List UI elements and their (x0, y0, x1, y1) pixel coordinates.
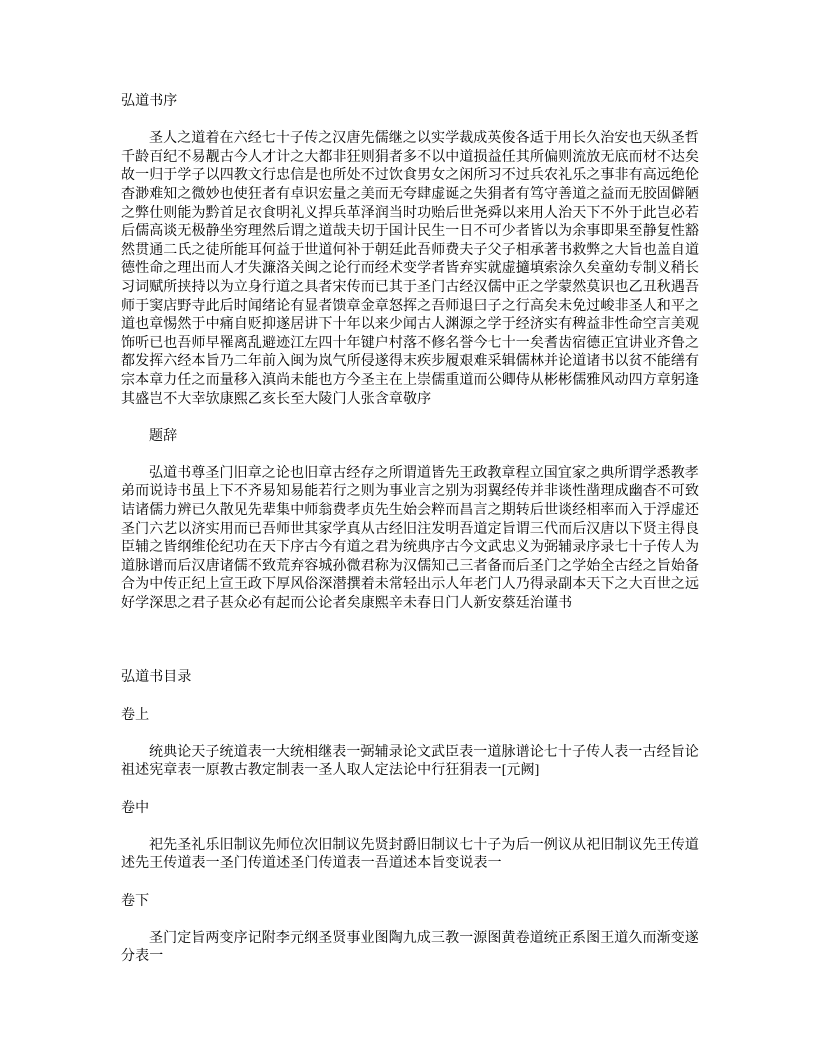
inscription-title (121, 428, 698, 447)
text-line: 圣人之道着在六经七十子传之汉唐先儒继之以实学裁成英俊各适于用长久治安也天纵圣哲 (149, 131, 699, 147)
text-line: 道脉谱而后汉唐诸儒不致荒弃容城孙微君称为汉儒知己三者备而后圣门之学始全古经之旨始备 (121, 558, 700, 574)
volume-upper-heading (121, 707, 698, 726)
text-line: 统典论天子统道表一大统相继表一弼辅录论文武臣表一道脉谱论七十子传人表一古经旨论 (149, 744, 699, 760)
volume-lower-contents (121, 930, 698, 967)
text-line: 道也章惕然于中痛自贬抑遂居讲下十年以来少闻古人渊源之学于经济实有稗益非性命空言美观 (121, 317, 700, 333)
text-line: 圣门定旨两变序记附李元纲圣贤事业图陶九成三教一源图黄卷道统正系图王道久而渐变遂 (149, 930, 699, 946)
text-line: 后儒高谈无极静坐穷理然后谓之道哉夫切于国计民生一日不可少者皆以为余事即果至静复性豁 (121, 224, 700, 240)
text-line: 都发挥六经本旨乃二年前入闽为岚气所侵遂得末疾步履艰难采辑儒林并论道诸书以贫不能缮有 (121, 354, 700, 370)
text-line: 宗本章力任之而量移入滇尚未能也方今圣主在上崇儒重道而公卿侍从彬彬儒雅风动四方章躬逢 (121, 372, 700, 388)
text-line: 千龄百纪不易觏古今人才计之大都非狂则狷者多不以中道损益任其所偏则流放无底而材不达矣 (121, 149, 700, 165)
volume-lower-heading-text: 卷下 (121, 893, 150, 909)
text-line: 合为中传正纪上宣王政下厚风俗深潜撰着未常轻出示人年老门人乃得录副本天下之大百世之远 (121, 577, 700, 593)
text-line: 饰听已也吾师早罹离乱避迹江左四十年键户村落不修名誉今七十一矣耆齿宿德正宜讲业齐鲁之 (121, 335, 700, 351)
volume-middle-heading-text: 卷中 (121, 800, 150, 816)
inscription-title-text: 题辞 (149, 428, 178, 444)
toc-title (121, 669, 698, 688)
preface-paragraph (121, 130, 698, 409)
inscription-paragraph (121, 465, 698, 614)
preface-title (121, 93, 698, 112)
text-line: 其盛岂不大幸欤康熙乙亥长至大陵门人张含章敬序 (121, 391, 432, 407)
text-line: 杳渺难知之微妙也使狂者有卓识宏量之美而无夸肆虚诞之失狷者有笃守善道之益而无胶固僻陋 (121, 186, 700, 202)
text-line: 圣门六艺以济实用而已吾师世其家学真从古经旧注发明吾道定旨谓三代而后汉唐以下贤主得良 (121, 521, 700, 537)
text-line: 弟而说诗书虽上下不齐易知易能若行之则为事业言之别为羽翼经传并非谈性凿理成幽杳不可致 (121, 484, 700, 500)
text-line: 诘诸儒力辨已久散见先辈集中师翁费孝贞先生始会粹而昌言之期转后世谈经相率而入于浮虚还 (121, 503, 700, 519)
document-body (121, 93, 698, 967)
text-line: 师于窦店野寺此后时闻绪论有显者馈章金章怒挥之吾师退曰子之行高矣未免过峻非圣人和平之 (121, 298, 700, 314)
text-line: 然贯通二氏之徒所能耳何益于世道何补于朝廷此吾师费夫子父子相承著书救弊之大旨也盖自道 (121, 242, 700, 258)
text-line: 弘道书尊圣门旧章之论也旧章古经存之所谓道皆先王政教章程立国宜家之典所谓学悉教孝 (149, 465, 699, 481)
text-line: 分表一 (121, 949, 164, 965)
volume-lower-heading (121, 893, 698, 912)
text-line: 述先王传道表一圣门传道述圣门传道表一吾道述本旨变说表一 (121, 856, 502, 872)
text-line: 祖述宪章表一原教古教定制表一圣人取人定法论中行狂狷表一[元阙] (121, 763, 540, 779)
volume-middle-heading (121, 800, 698, 819)
text-line: 好学深思之君子甚众必有起而公论者矣康熙辛未春日门人新安蔡廷治谨书 (121, 596, 573, 612)
text-line: 德性命之理出而人才失濂洛关闽之论行而经术变学者皆弃实就虚擿填索涂久矣童幼专制义稍长 (121, 261, 700, 277)
text-line: 祀先圣礼乐旧制议先师位次旧制议先贤封爵旧制议七十子为后一例议从祀旧制议先王传道 (149, 837, 699, 853)
text-line: 故一归于学子以四教文行忠信是也所处不过饮食男女之闲所习不过兵农礼乐之事非有高远绝伦 (121, 168, 700, 184)
text-line: 臣辅之皆纲维伦纪功在天下序古今有道之君为统典序古今文武忠义为弼辅录序录七十子传人为 (121, 540, 700, 556)
volume-middle-contents (121, 837, 698, 874)
preface-title-text: 弘道书序 (121, 94, 178, 109)
toc-title-text: 弘道书目录 (121, 670, 192, 686)
text-line: 习词赋所挟持以为立身行道之具者宋传而已其于圣门古经汉儒中正之学蒙然莫识也乙丑秋遇吾 (121, 279, 700, 295)
text-line: 之弊仕则能为黔首足衣食明礼义捍兵革泽润当时功贻后世尧舜以来用人治天下不外于此岂必若 (121, 205, 700, 221)
volume-upper-contents (121, 744, 698, 781)
volume-upper-heading-text: 卷上 (121, 707, 150, 723)
